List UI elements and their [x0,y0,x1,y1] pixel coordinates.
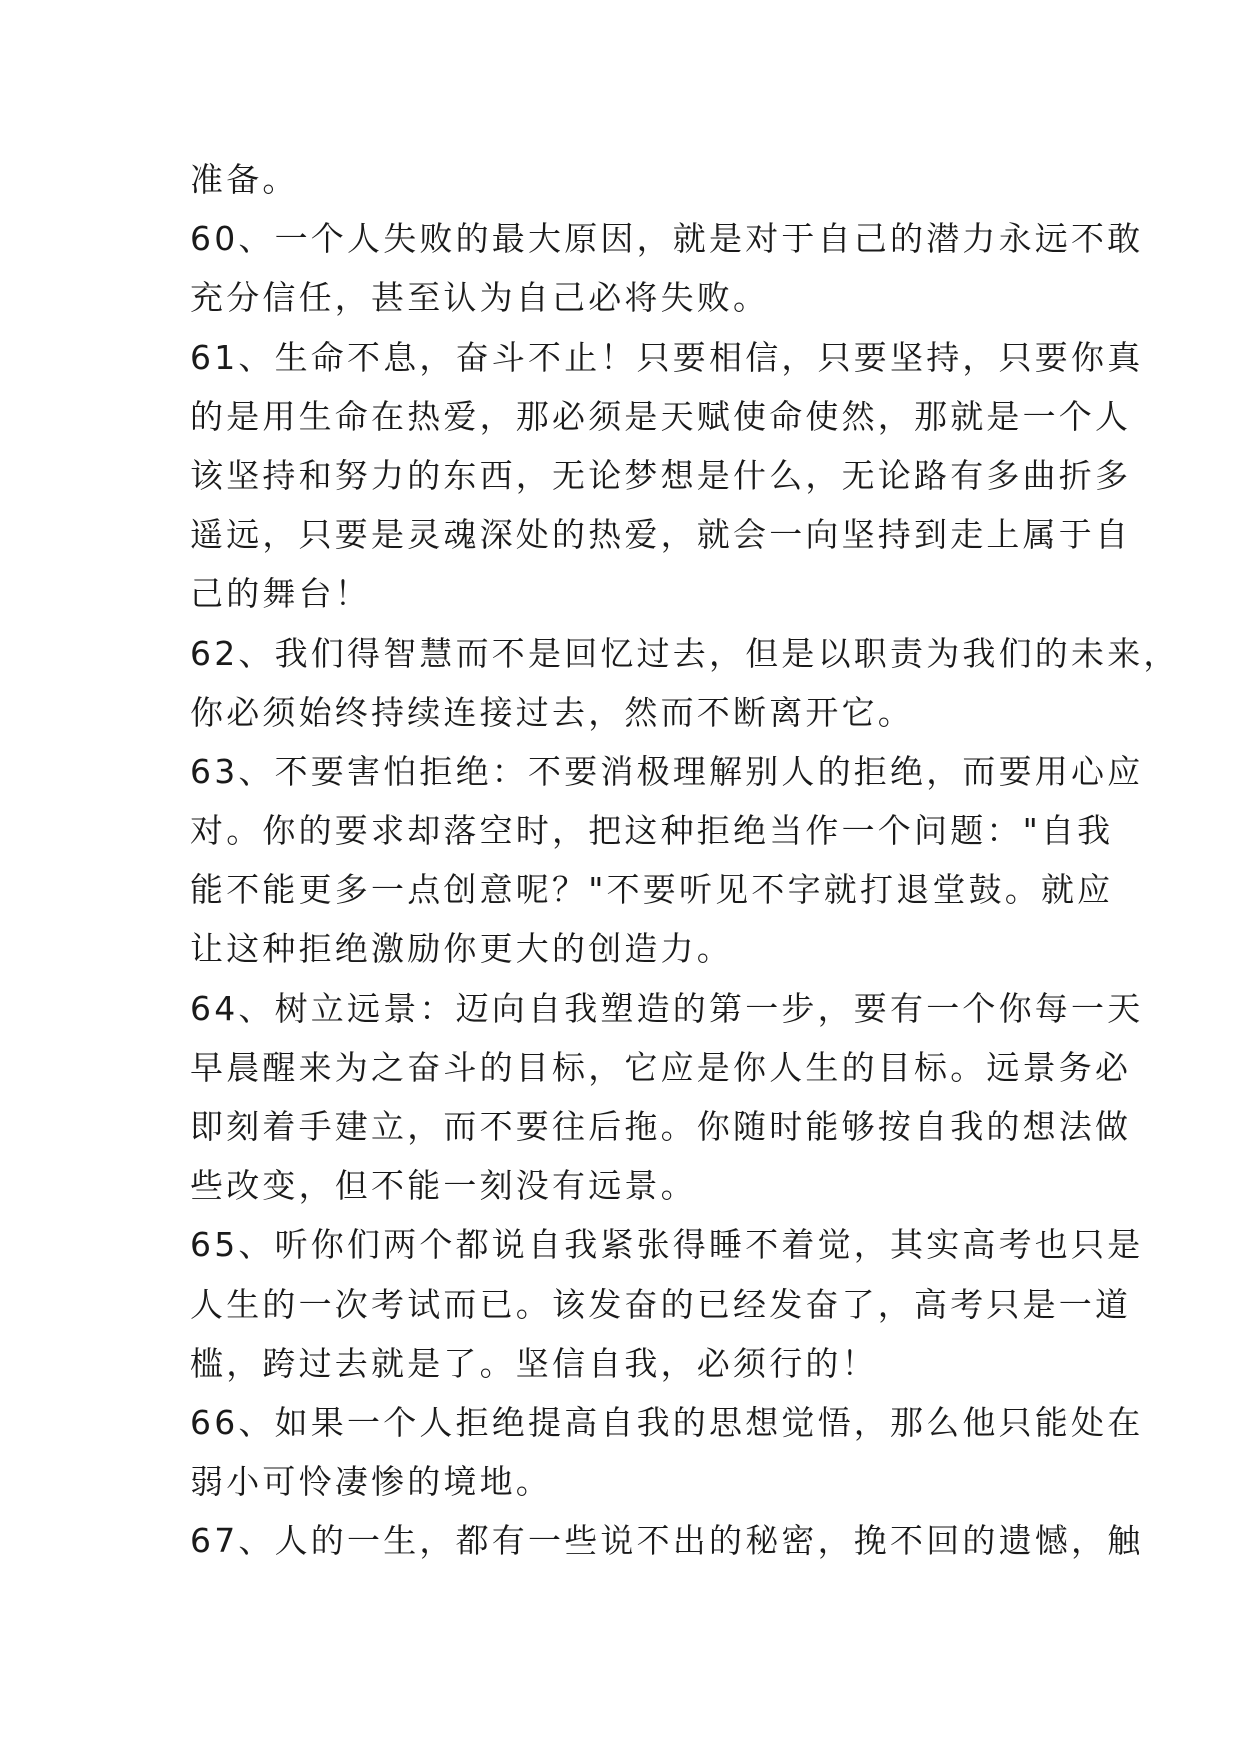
body-text [190,150,1180,1571]
text-line: 即刻着手建立，而不要往后拖。你随时能够按自我的想法做 [190,1107,1132,1146]
text-line: 充分信任，甚至认为自己必将失败。 [190,278,770,318]
text-line: 槛，跨过去就是了。坚信自我，必须行的！ [190,1343,878,1383]
text-line: 65、听你们两个都说自我紧张得睡不着觉，其实高考也只是 [190,1225,1144,1265]
text-line: 让这种拒绝激励你更大的创造力。 [190,929,733,969]
text-line: 早晨醒来为之奋斗的目标，它应是你人生的目标。远景务必 [190,1047,1132,1087]
text-line: 该坚持和努力的东西，无论梦想是什么，无论路有多曲折多 [190,455,1132,495]
text-line: 对。你的要求却落空时，把这种拒绝当作一个问题："自我 [190,811,1114,851]
text-line: 64、树立远景：迈向自我塑造的第一步，要有一个你每一天 [190,988,1144,1028]
text-line: 60、一个人失败的最大原因，就是对于自己的潜力永远不敢 [190,219,1144,259]
text-line: 遥远，只要是灵魂深处的热爱，就会一向坚持到走上属于自 [190,515,1132,555]
text-line: 你必须始终持续连接过去，然而不断离开它。 [190,692,914,732]
text-line: 62、我们得智慧而不是回忆过去，但是以职责为我们的未来， [190,633,1180,673]
text-line: 66、如果一个人拒绝提高自我的思想觉悟，那么他只能处在 [190,1402,1144,1442]
text-line: 67、人的一生，都有一些说不出的秘密，挽不回的遗憾，触 [190,1521,1144,1561]
text-line: 些改变，但不能一刻没有远景。 [190,1166,697,1206]
text-line: 63、不要害怕拒绝：不要消极理解别人的拒绝，而要用心应 [190,751,1144,791]
text-line: 准备。 [190,160,299,199]
text-line: 己的舞台！ [190,574,371,614]
text-line: 的是用生命在热爱，那必须是天赋使命使然，那就是一个人 [190,396,1132,436]
text-line: 弱小可怜凄惨的境地。 [190,1462,552,1502]
text-line: 能不能更多一点创意呢？"不要听见不字就打退堂鼓。就应 [190,870,1114,910]
text-line: 61、生命不息，奋斗不止！只要相信，只要坚持，只要你真 [190,337,1144,377]
text-line: 人生的一次考试而已。该发奋的已经发奋了，高考只是一道 [190,1284,1132,1324]
